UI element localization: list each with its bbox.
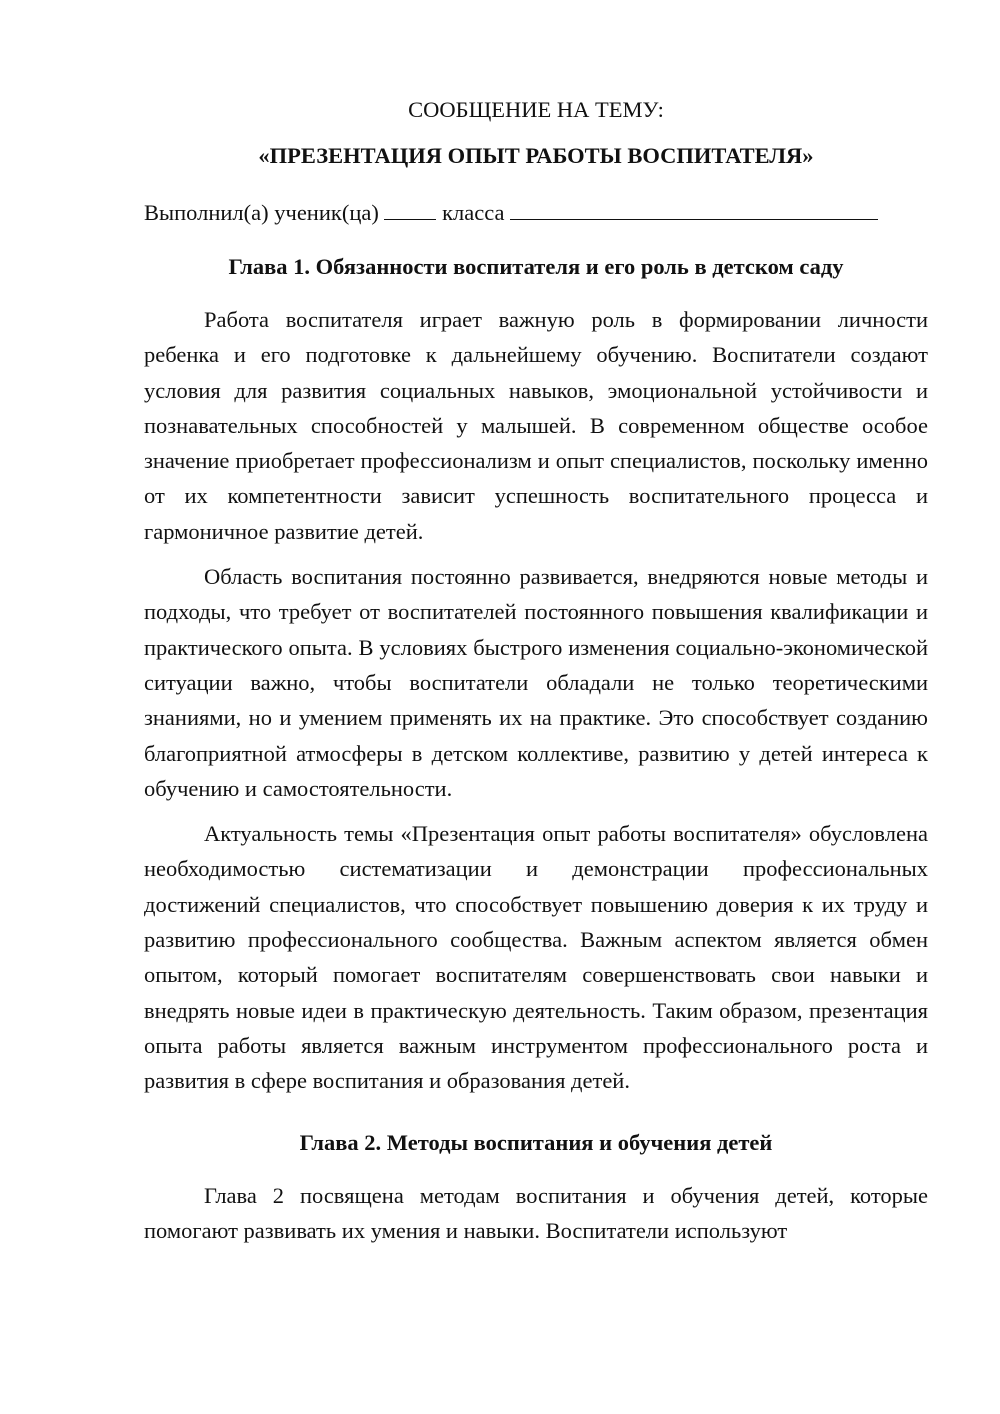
author-line — [144, 196, 928, 230]
class-number-blank — [384, 197, 436, 220]
author-prefix: Выполнил(а) ученик(ца) — [144, 200, 379, 225]
chapter-2-heading: Глава 2. Методы воспитания и обучения детей — [299, 1129, 773, 1155]
document-subtitle: «ПРЕЗЕНТАЦИЯ ОПЫТ РАБОТЫ ВОСПИТАТЕЛЯ» — [258, 143, 814, 168]
chapter-1-heading: Глава 1. Обязанности воспитателя и его роль в детском саду — [228, 254, 844, 279]
chapter-1-paragraph-2: Область воспитания постоянно развивается, внедряются новые методы и подходы, что требует от воспитателей постоянного повышения квалификации и практического опыта. В условиях быстрого изменения социально-экономической ситуации важно, чтобы воспитатели обладали не только теоретическими знаниями, но и умением применять их на практике. Это способствует созданию благоприятной атмосферы в детском коллективе, развитию у детей интереса к обучению и самостоятельности. — [144, 564, 928, 801]
document-content — [144, 93, 928, 1248]
student-name-blank — [510, 197, 878, 220]
author-middle: класса — [442, 200, 505, 225]
chapter-2-paragraph-1: Глава 2 посвящена методам воспитания и обучения детей, которые помогают развивать их умения и навыки. Воспитатели используют — [144, 1182, 928, 1243]
chapter-1-paragraph-1: Работа воспитателя играет важную роль в формировании личности ребенка и его подготовке к дальнейшему обучению. Воспитатели создают условия для развития социальных навыков, эмоциональной устойчивости и познавательных способностей у малышей. В современном обществе особое значение приобретает профессионализм и опыт специалистов, поскольку именно от их компетентности зависит успешность воспитательного процесса и гармоничное развитие детей. — [144, 307, 928, 544]
chapter-1-paragraph-3: Актуальность темы «Презентация опыт работы воспитателя» обусловлена необходимостью систематизации и демонстрации профессиональных достижений специалистов, что способствует повышению доверия к их труду и развитию профессионального сообщества. Важным аспектом является обмен опытом, который помогает воспитателям совершенствовать свои навыки и внедрять новые идеи в практическую деятельность. Таким образом, презентация опыта работы является важным инструментом профессионального роста и развития в сфере воспитания и образования детей. — [144, 821, 928, 1094]
document-title: СООБЩЕНИЕ НА ТЕМУ: — [408, 97, 664, 122]
